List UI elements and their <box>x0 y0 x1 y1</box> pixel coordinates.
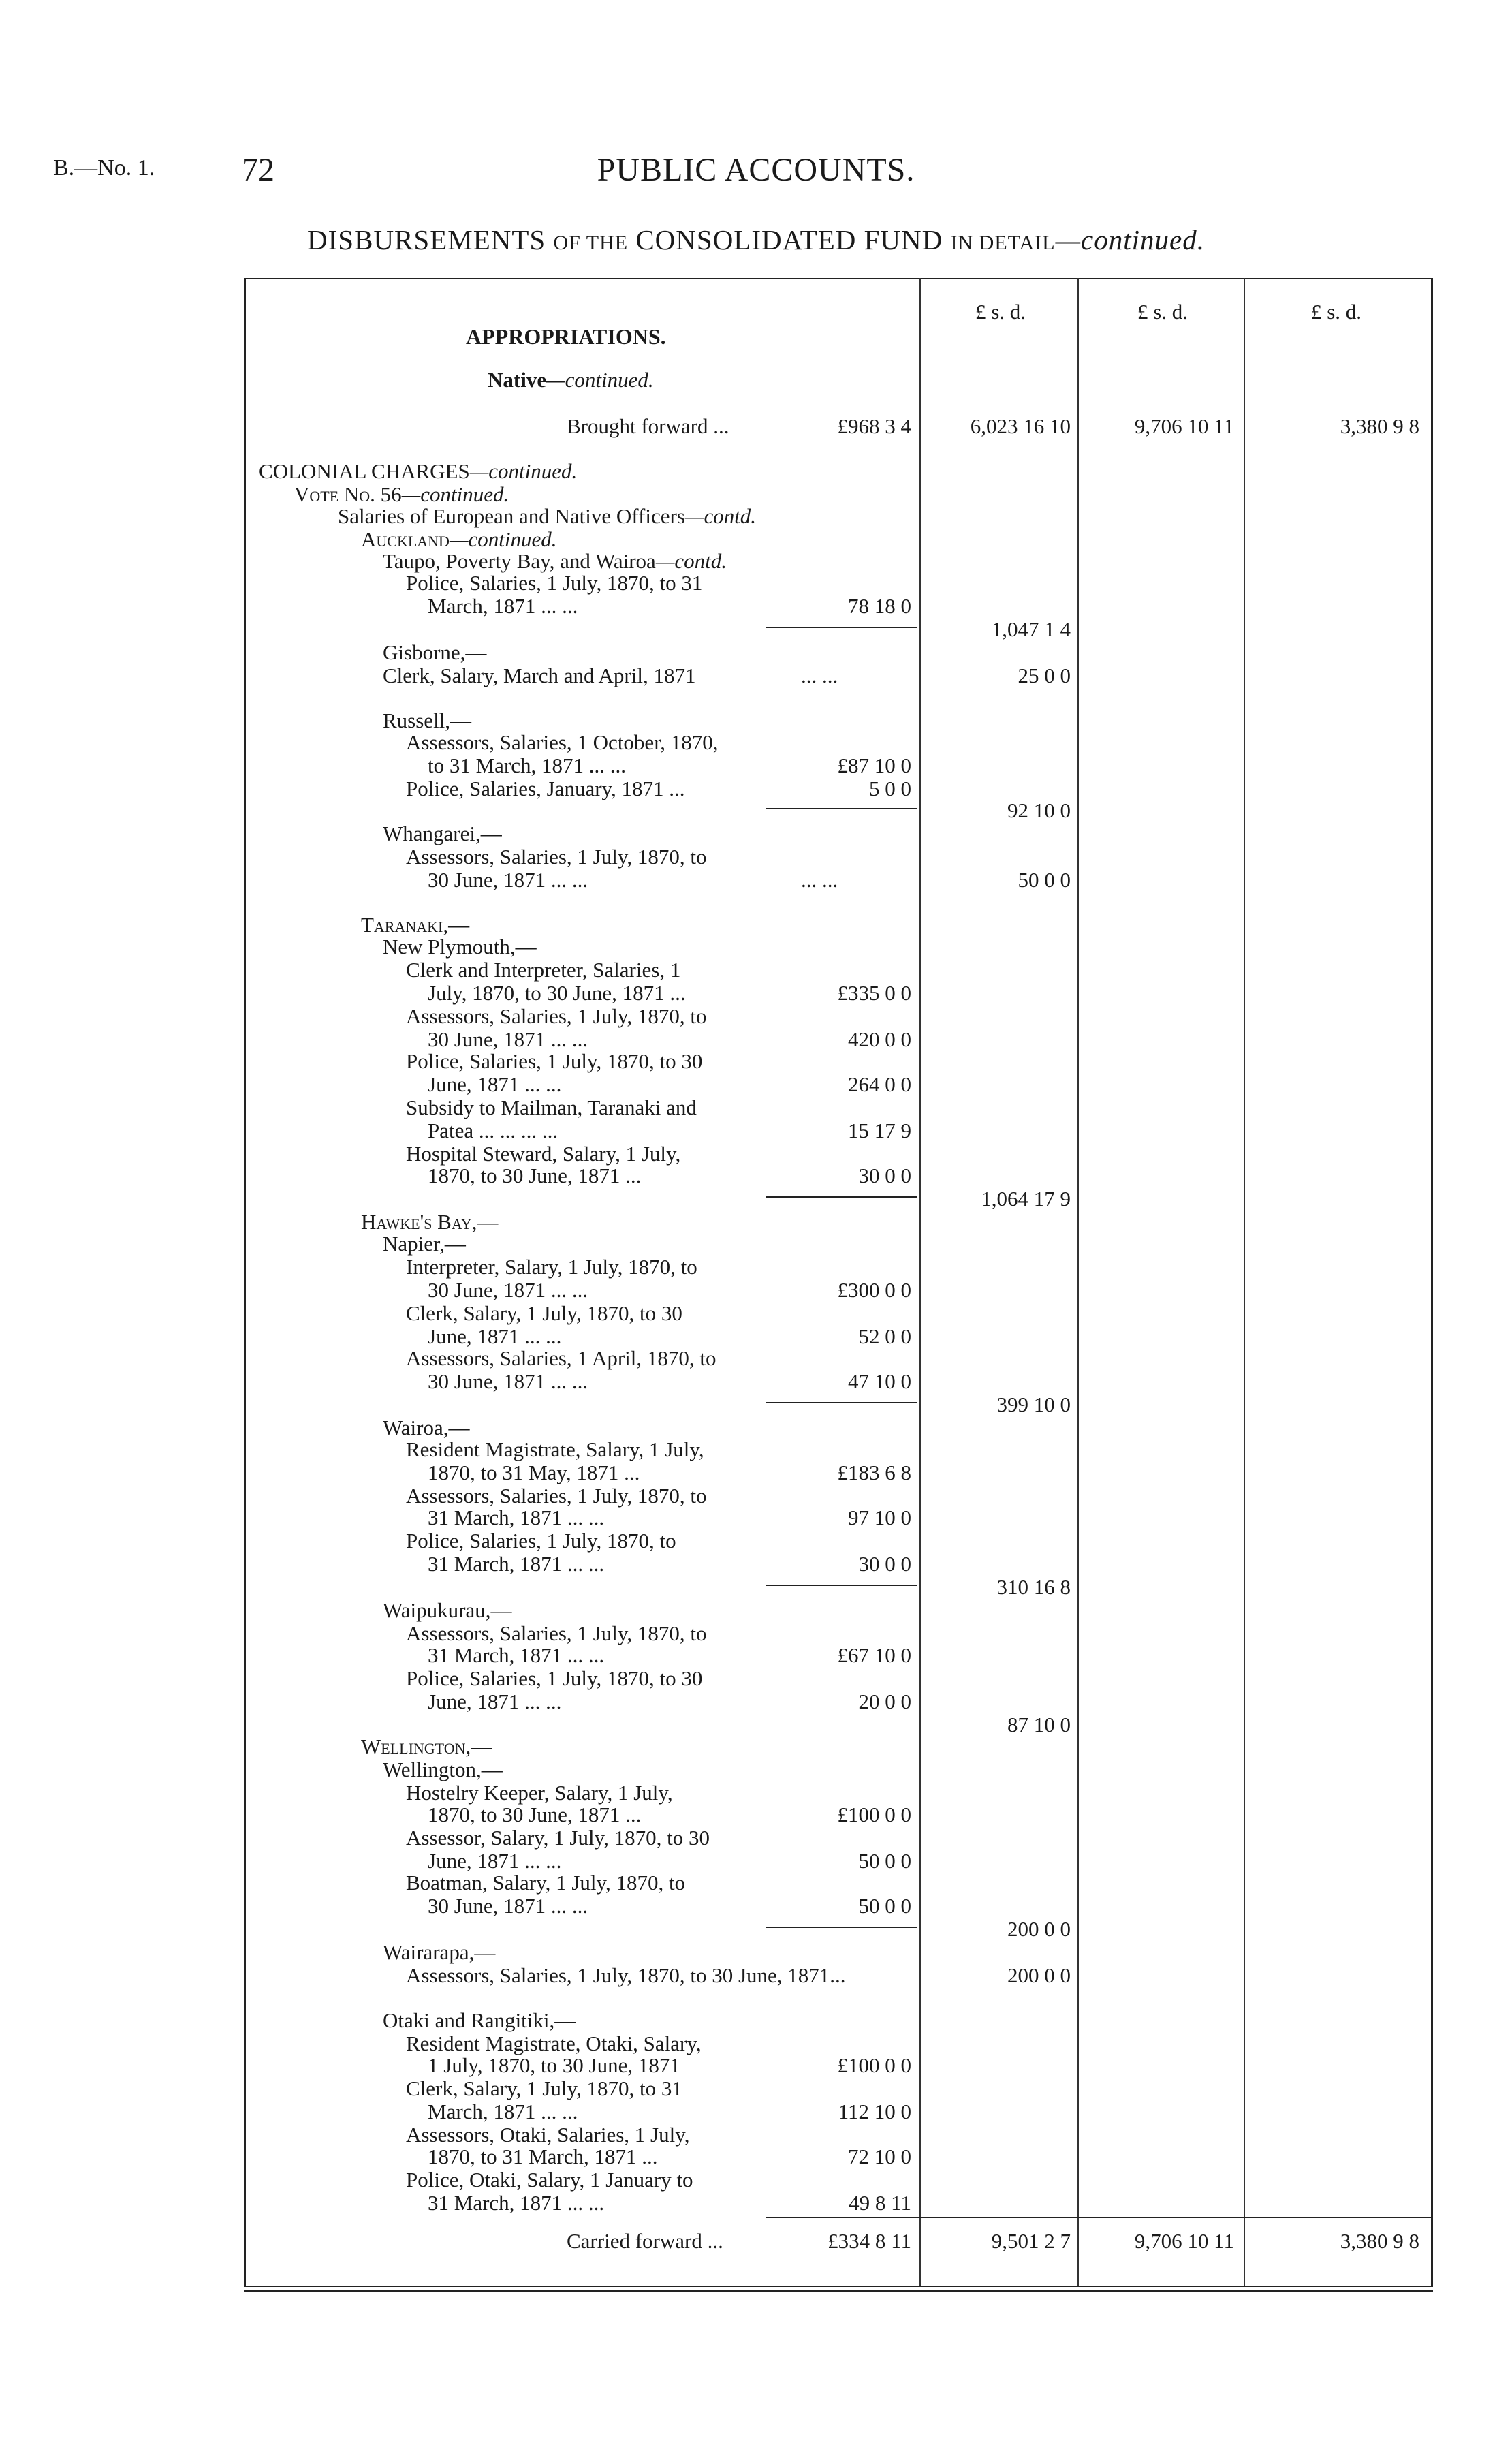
salaries-heading <box>338 504 756 529</box>
line-text: Assessors, Salaries, 1 July, 1870, to <box>406 1484 707 1508</box>
line-text: Patea ... ... ... ... <box>428 1119 558 1142</box>
new-plymouth-heading: New Plymouth,— <box>383 935 537 959</box>
line-text: 1870, to 30 June, 1871 ... <box>428 1164 642 1187</box>
column-divider-1 <box>1077 278 1079 2286</box>
subtotal-rule <box>766 1585 917 1586</box>
group-total: 1,064 17 9 <box>981 1187 1071 1211</box>
line-text: Police, Salaries, 1 July, 1870, to 30 <box>406 1049 703 1073</box>
line-text: 30 June, 1871 ... ... <box>428 868 588 892</box>
carried-forward-inner: £334 8 11 <box>828 2229 911 2253</box>
subtotal-rule <box>766 808 917 809</box>
line-text: Clerk, Salary, March and April, 1871 <box>383 664 696 687</box>
line-text: Assessor, Salary, 1 July, 1870, to 30 <box>406 1826 710 1850</box>
taupo-label: Taupo, Poverty Bay, and Wairoa <box>383 549 656 573</box>
colonial-charges-heading <box>259 459 577 484</box>
column-header-3: £ s. d. <box>1310 300 1362 324</box>
line-amount: 78 18 0 <box>848 594 911 618</box>
taupo-heading <box>383 549 727 574</box>
brought-forward-col1: 6,023 16 10 <box>970 414 1071 438</box>
line-text: Assessors, Salaries, 1 October, 1870, <box>406 730 719 754</box>
line-amount: 30 0 0 <box>858 1552 911 1576</box>
subtotal-rule <box>766 1196 917 1198</box>
group-total: 50 0 0 <box>1018 868 1071 892</box>
line-text: 1 July, 1870, to 30 June, 1871 <box>428 2053 680 2077</box>
line-text: Assessors, Salaries, 1 July, 1870, to 30 June, 1871... <box>406 1963 846 1987</box>
line-amount: £335 0 0 <box>837 981 911 1005</box>
vote-label: Vote No. 56 <box>294 482 402 506</box>
line-text: Assessors, Salaries, 1 April, 1870, to <box>406 1346 716 1370</box>
line-text: 1870, to 31 March, 1871 ... <box>428 2145 658 2168</box>
column-divider-inner <box>919 278 921 2286</box>
native-heading <box>488 368 654 392</box>
native-continued: —continued. <box>546 368 654 392</box>
subtitle-continued: —continued. <box>1055 224 1205 255</box>
group-total: 310 16 8 <box>996 1575 1071 1599</box>
line-text: Resident Magistrate, Otaki, Salary, <box>406 2031 702 2055</box>
line-text: 30 June, 1871 ... ... <box>428 1027 588 1051</box>
line-text: Police, Salaries, January, 1871 ... <box>406 777 685 800</box>
group-total: 92 10 0 <box>1007 798 1071 822</box>
line-text: June, 1871 ... ... <box>428 1849 562 1873</box>
carried-forward-rule <box>766 2217 1433 2218</box>
line-amount: 50 0 0 <box>858 1849 911 1873</box>
line-text: Clerk, Salary, 1 July, 1870, to 30 <box>406 1301 682 1325</box>
carried-forward-col2: 9,706 10 11 <box>1134 2229 1234 2253</box>
vote-heading <box>294 482 509 507</box>
line-amount: 47 10 0 <box>848 1369 911 1393</box>
auckland-label: Auckland <box>361 527 450 551</box>
vote-continued: —continued. <box>401 482 509 506</box>
line-amount: 30 0 0 <box>858 1164 911 1187</box>
line-text: Subsidy to Mailman, Taranaki and <box>406 1095 697 1119</box>
line-text: June, 1871 ... ... <box>428 1689 562 1713</box>
line-text: Clerk and Interpreter, Salaries, 1 <box>406 958 681 982</box>
salaries-label: Salaries of European and Native Officers <box>338 504 685 528</box>
line-amount: £300 0 0 <box>837 1278 911 1302</box>
subtitle-of-the: OF THE <box>553 232 629 254</box>
wairarapa-heading: Wairarapa,— <box>383 1940 496 1964</box>
line-text: 31 March, 1871 ... ... <box>428 1643 605 1667</box>
line-text: Assessors, Otaki, Salaries, 1 July, <box>406 2123 690 2147</box>
line-text: July, 1870, to 30 June, 1871 ... <box>428 981 686 1005</box>
auckland-heading <box>361 527 557 552</box>
page-header <box>0 152 1512 196</box>
colonial-continued: —continued. <box>469 459 578 483</box>
line-text: Clerk, Salary, 1 July, 1870, to 31 <box>406 2076 682 2100</box>
russell-heading: Russell,— <box>383 708 472 732</box>
auckland-continued: —continued. <box>449 527 557 551</box>
carried-forward-col1: 9,501 2 7 <box>991 2229 1071 2253</box>
line-text: Boatman, Salary, 1 July, 1870, to <box>406 1871 686 1895</box>
group-total: 25 0 0 <box>1018 664 1071 687</box>
line-text: June, 1871 ... ... <box>428 1072 562 1096</box>
subtotal-rule <box>766 627 917 628</box>
line-text: 31 March, 1871 ... ... <box>428 2191 605 2215</box>
colonial-label: COLONIAL CHARGES <box>259 459 470 483</box>
napier-heading: Napier,— <box>383 1232 466 1256</box>
line-text: 1870, to 31 May, 1871 ... <box>428 1461 640 1484</box>
line-amount: 97 10 0 <box>848 1506 911 1529</box>
waipukurau-heading: Waipukurau,— <box>383 1598 512 1622</box>
brought-forward-label: Brought forward ... <box>567 414 729 438</box>
line-text: 31 March, 1871 ... ... <box>428 1552 605 1576</box>
line-text: 31 March, 1871 ... ... <box>428 1506 605 1529</box>
subtitle-fund: CONSOLIDATED FUND <box>635 224 943 255</box>
group-total: 200 0 0 <box>1007 1917 1071 1941</box>
line-text: Resident Magistrate, Salary, 1 July, <box>406 1437 704 1461</box>
column-header-2: £ s. d. <box>1137 300 1188 324</box>
line-text: 30 June, 1871 ... ... <box>428 1369 588 1393</box>
line-amount: 49 8 11 <box>849 2191 911 2215</box>
carried-forward-col3: 3,380 9 8 <box>1340 2229 1419 2253</box>
document-reference: B.—No. 1. <box>53 155 155 181</box>
line-amount: 20 0 0 <box>858 1689 911 1713</box>
gisborne-heading: Gisborne,— <box>383 640 487 664</box>
line-amount: 112 10 0 <box>838 2100 911 2123</box>
hawkes-bay-heading: Hawke's Bay,— <box>361 1210 499 1234</box>
page-title: PUBLIC ACCOUNTS. <box>597 152 915 188</box>
line-text: March, 1871 ... ... <box>428 594 578 618</box>
column-divider-2 <box>1244 278 1245 2286</box>
line-text: Assessors, Salaries, 1 July, 1870, to <box>406 1004 707 1028</box>
column-header-1: £ s. d. <box>975 300 1026 324</box>
line-dots: ... ... <box>801 868 838 892</box>
line-amount: £87 10 0 <box>837 753 911 777</box>
line-amount: 50 0 0 <box>858 1894 911 1918</box>
subtotal-rule <box>766 1927 917 1928</box>
subtotal-rule <box>766 1402 917 1403</box>
wellington-province-heading: Wellington,— <box>361 1734 492 1758</box>
wairoa-heading: Wairoa,— <box>383 1416 470 1439</box>
taranaki-heading: Taranaki,— <box>361 913 470 937</box>
line-amount: 72 10 0 <box>848 2145 911 2168</box>
brought-forward-col2: 9,706 10 11 <box>1134 414 1234 438</box>
brought-forward-inner: £968 3 4 <box>837 414 911 438</box>
line-amount: £67 10 0 <box>837 1643 911 1667</box>
wellington-heading: Wellington,— <box>383 1758 503 1781</box>
line-amount: £100 0 0 <box>837 2053 911 2077</box>
group-total: 399 10 0 <box>996 1392 1071 1416</box>
line-amount: 5 0 0 <box>869 777 911 800</box>
group-total: 87 10 0 <box>1007 1713 1071 1736</box>
whangarei-heading: Whangarei,— <box>383 822 502 845</box>
line-dots: ... ... <box>801 664 838 687</box>
line-text: March, 1871 ... ... <box>428 2100 578 2123</box>
otaki-heading: Otaki and Rangitiki,— <box>383 2008 576 2032</box>
line-text: Assessors, Salaries, 1 July, 1870, to <box>406 1621 707 1645</box>
line-text: Hospital Steward, Salary, 1 July, <box>406 1142 681 1166</box>
line-text: 30 June, 1871 ... ... <box>428 1278 588 1302</box>
line-amount: £100 0 0 <box>837 1803 911 1826</box>
brought-forward-col3: 3,380 9 8 <box>1340 414 1419 438</box>
page-subtitle <box>0 223 1512 256</box>
group-total: 1,047 1 4 <box>991 617 1071 641</box>
table-bottom-rule <box>244 2290 1433 2292</box>
subtitle-main: DISBURSEMENTS <box>307 224 546 255</box>
group-total: 200 0 0 <box>1007 1963 1071 1987</box>
page-number: 72 <box>242 152 274 188</box>
line-amount: £183 6 8 <box>837 1461 911 1484</box>
line-text: Hostelry Keeper, Salary, 1 July, <box>406 1781 673 1805</box>
line-text: Assessors, Salaries, 1 July, 1870, to <box>406 845 707 869</box>
line-text: Police, Salaries, 1 July, 1870, to 31 <box>406 571 703 595</box>
line-text: Police, Salaries, 1 July, 1870, to <box>406 1529 676 1553</box>
salaries-contd: —contd. <box>684 504 757 528</box>
carried-forward-label: Carried forward ... <box>567 2229 723 2253</box>
line-amount: 15 17 9 <box>848 1119 911 1142</box>
line-text: 1870, to 30 June, 1871 ... <box>428 1803 642 1826</box>
line-text: Police, Otaki, Salary, 1 January to <box>406 2168 693 2192</box>
line-text: Interpreter, Salary, 1 July, 1870, to <box>406 1255 697 1279</box>
line-text: to 31 March, 1871 ... ... <box>428 753 627 777</box>
appropriations-heading: APPROPRIATIONS. <box>466 324 666 349</box>
line-amount: 264 0 0 <box>848 1072 911 1096</box>
line-text: June, 1871 ... ... <box>428 1324 562 1348</box>
line-amount: 52 0 0 <box>858 1324 911 1348</box>
taupo-contd: —contd. <box>655 549 727 573</box>
line-text: Police, Salaries, 1 July, 1870, to 30 <box>406 1666 703 1690</box>
native-label: Native <box>488 368 547 392</box>
line-text: 30 June, 1871 ... ... <box>428 1894 588 1918</box>
line-amount: 420 0 0 <box>848 1027 911 1051</box>
subtitle-in-detail: IN DETAIL <box>950 232 1056 254</box>
